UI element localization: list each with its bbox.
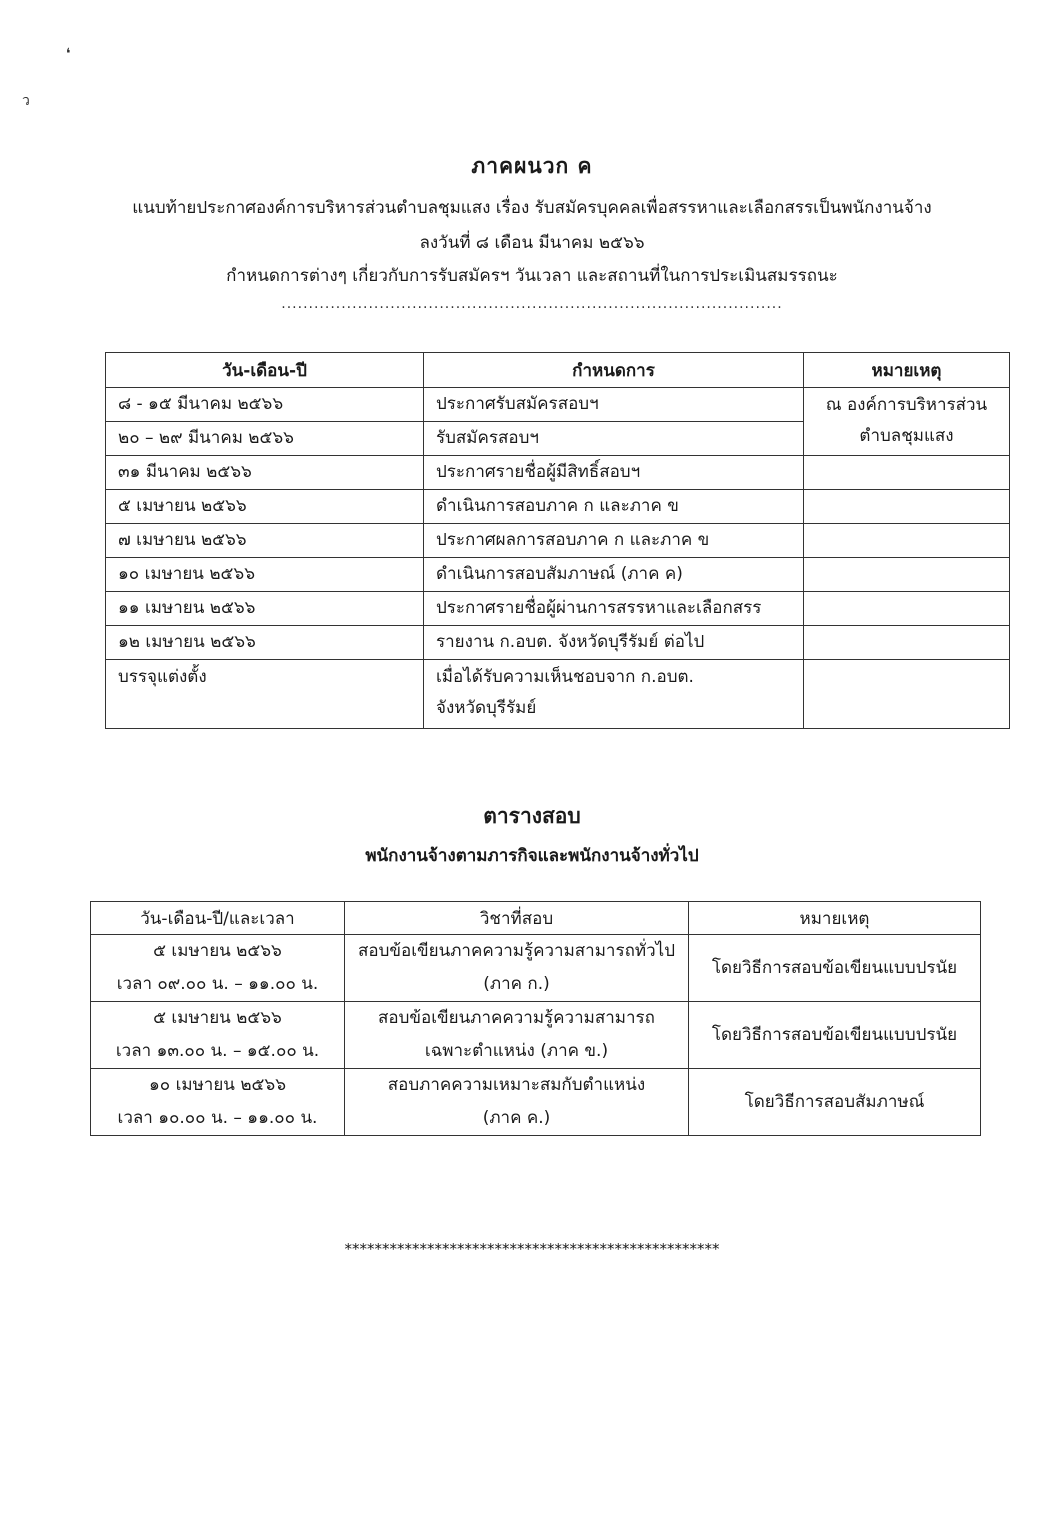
date-cell: ๓๑ มีนาคม ๒๕๖๖ (106, 456, 424, 490)
note-cell: โดยวิธีการสอบสัมภาษณ์ (689, 1069, 981, 1136)
date-time-cell (91, 1002, 345, 1069)
note-cell (804, 490, 1010, 524)
dotted-divider: ............................................................................................ (281, 296, 783, 312)
task-cell (424, 660, 804, 729)
column-header: วัน-เดือน-ปี/และเวลา (91, 902, 345, 935)
subject-line: สอบภาคความเหมาะสมกับตำแหน่ง (387, 1075, 646, 1095)
header-line-2: ลงวันที่ ๘ เดือน มีนาคม ๒๕๖๖ (419, 233, 645, 253)
table-row (91, 1069, 981, 1136)
table-row (106, 456, 1010, 490)
note-cell (804, 626, 1010, 660)
scan-mark: ว (22, 93, 30, 109)
subject-line: เฉพาะตำแหน่ง (ภาค ข.) (424, 1041, 609, 1061)
table-row (106, 558, 1010, 592)
date-cell: ๕ เมษายน ๒๕๖๖ (106, 490, 424, 524)
date-cell: ๘ - ๑๕ มีนาคม ๒๕๖๖ (106, 388, 424, 422)
note-cell (804, 388, 1010, 456)
header-line-3: กำหนดการต่างๆ เกี่ยวกับการรับสมัครฯ วันเวลา และสถานที่ในการประเมินสมรรถนะ (226, 266, 838, 286)
column-header: หมายเหตุ (689, 902, 981, 935)
date-cell: ๑๑ เมษายน ๒๕๖๖ (106, 592, 424, 626)
task-cell: รายงาน ก.อบต. จังหวัดบุรีรัมย์ ต่อไป (424, 626, 804, 660)
task-cell: ดำเนินการสอบภาค ก และภาค ข (424, 490, 804, 524)
header-line-1: แนบท้ายประกาศองค์การบริหารส่วนตำบลชุมแสง เรื่อง รับสมัครบุคคลเพื่อสรรหาและเลือกสรรเป็นพนักงานจ้าง (132, 198, 932, 218)
note-cell (804, 524, 1010, 558)
subject-line: (ภาค ก.) (483, 974, 550, 994)
date-cell: ๑๒ เมษายน ๒๕๖๖ (106, 626, 424, 660)
column-header: วัน-เดือน-ปี (106, 353, 424, 388)
note-cell (804, 456, 1010, 490)
schedule-table (105, 352, 1010, 729)
task-cell: ประกาศรายชื่อผู้ผ่านการสรรหาและเลือกสรร (424, 592, 804, 626)
note-line: ตำบลชุมแสง (859, 426, 954, 446)
task-cell: ดำเนินการสอบสัมภาษณ์ (ภาค ค) (424, 558, 804, 592)
subject-line: สอบข้อเขียนภาคความรู้ความสามารถ (378, 1008, 655, 1028)
section-title: ตารางสอบ (483, 804, 581, 828)
subject-cell (345, 1069, 689, 1136)
subject-line: (ภาค ค.) (482, 1108, 551, 1128)
table-header-row (91, 902, 981, 935)
table-row (106, 524, 1010, 558)
table-header-row (106, 353, 1010, 388)
note-cell: โดยวิธีการสอบข้อเขียนแบบปรนัย (689, 935, 981, 1002)
page-title: ภาคผนวก ค (471, 154, 593, 178)
note-cell (804, 592, 1010, 626)
exam-date: ๑๐ เมษายน ๒๕๖๖ (149, 1075, 286, 1095)
table-row (106, 626, 1010, 660)
footer-separator: ************************************************** (344, 1240, 720, 1258)
date-cell: ๗ เมษายน ๒๕๖๖ (106, 524, 424, 558)
date-time-cell (91, 935, 345, 1002)
task-cell: รับสมัครสอบฯ (424, 422, 804, 456)
column-header: วิชาที่สอบ (345, 902, 689, 935)
column-header: หมายเหตุ (804, 353, 1010, 388)
table-row (91, 935, 981, 1002)
note-cell: โดยวิธีการสอบข้อเขียนแบบปรนัย (689, 1002, 981, 1069)
date-cell: บรรจุแต่งตั้ง (106, 660, 424, 729)
task-cell: ประกาศรายชื่อผู้มีสิทธิ์สอบฯ (424, 456, 804, 490)
task-cell: ประกาศรับสมัครสอบฯ (424, 388, 804, 422)
table-row (91, 1002, 981, 1069)
table-row (106, 660, 1010, 729)
exam-time: เวลา ๑๓.๐๐ น. – ๑๕.๐๐ น. (115, 1041, 320, 1061)
date-cell: ๑๐ เมษายน ๒๕๖๖ (106, 558, 424, 592)
subject-cell (345, 935, 689, 1002)
exam-date: ๕ เมษายน ๒๕๖๖ (153, 941, 282, 961)
date-time-cell (91, 1069, 345, 1136)
exam-table (90, 901, 981, 1136)
subject-line: สอบข้อเขียนภาคความรู้ความสามารถทั่วไป (357, 941, 675, 961)
task-cell: ประกาศผลการสอบภาค ก และภาค ข (424, 524, 804, 558)
section-subtitle: พนักงานจ้างตามภารกิจและพนักงานจ้างทั่วไป (365, 846, 699, 866)
scan-mark: ❛ (66, 46, 71, 62)
note-cell (804, 660, 1010, 729)
subject-cell (345, 1002, 689, 1069)
table-row (106, 592, 1010, 626)
exam-time: เวลา ๑๐.๐๐ น. – ๑๑.๐๐ น. (117, 1108, 318, 1128)
note-line: ณ องค์การบริหารส่วน (825, 395, 988, 415)
task-line: เมื่อได้รับความเห็นชอบจาก ก.อบต. (436, 667, 694, 687)
column-header: กำหนดการ (424, 353, 804, 388)
table-row (106, 490, 1010, 524)
note-cell (804, 558, 1010, 592)
exam-time: เวลา ๐๙.๐๐ น. – ๑๑.๐๐ น. (116, 974, 319, 994)
date-cell: ๒๐ – ๒๙ มีนาคม ๒๕๖๖ (106, 422, 424, 456)
table-row (106, 388, 1010, 422)
task-line: จังหวัดบุรีรัมย์ (436, 698, 537, 718)
exam-date: ๕ เมษายน ๒๕๖๖ (153, 1008, 282, 1028)
